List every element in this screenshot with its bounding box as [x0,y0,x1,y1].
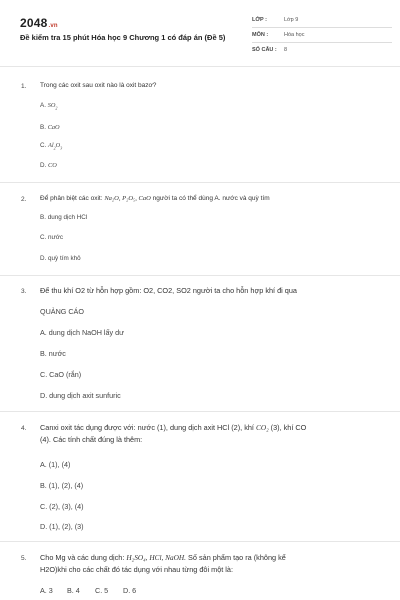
answer-option[interactable]: D. CO [40,162,57,169]
document-header [0,0,400,62]
answer-option[interactable]: B. dung dịch HCl [40,214,88,221]
divider [0,411,400,412]
question-text: Để phân biệt các oxit: Na₂O, P₂O₅, CaO người ta có thể dùng A. nước và quỳ tím [40,195,270,202]
question-number: 2. [21,196,27,203]
meta-question-count-value: 8 [284,47,288,53]
answer-option[interactable]: D. (1), (2), (3) [40,522,84,531]
answer-option[interactable]: B. nước [40,349,66,358]
document-title: Đề kiểm tra 15 phút Hóa học 9 Chương 1 có đáp án (Đề 5) [20,33,226,42]
divider [0,541,400,542]
answer-option[interactable]: B. CaO [40,124,60,131]
meta-class-value: Lớp 9 [284,17,299,23]
meta-class-label: LỚP : [252,17,267,23]
answer-option[interactable]: A. 3 [40,586,53,595]
answer-option[interactable]: C. (2), (3), (4) [40,502,84,511]
meta-subject [252,29,392,43]
answer-option[interactable]: B. 4 [67,586,80,595]
divider [0,275,400,276]
meta-question-count-label: SỐ CÂU : [252,47,277,53]
answer-option[interactable]: B. (1), (2), (4) [40,481,84,490]
answer-option[interactable]: D. quỳ tím khô [40,255,81,262]
answer-option[interactable]: C. $Al_2O_3$ [40,142,63,151]
question-text: Canxi oxit tác dụng được với: nước (1), dung dịch axit HCl (2), khí CO₂ (3), khí CO (4). Các tính chất đúng là thêm: [40,423,307,444]
question-number: 1. [21,83,27,90]
meta-class [252,14,392,28]
ad-label: QUẢNG CÁO [40,307,84,316]
question-text: Trong các oxit sau oxit nào là oxit bazơ? [40,82,157,89]
question-text: Cho Mg và các dung dịch: H₂SO₄, HCl, NaOH. Số sản phẩm tạo ra (không kể H2O)khi cho các chất đó tác dụng với nhau từng đôi một là: [40,553,286,574]
answer-option[interactable]: C. 5 [95,586,109,595]
meta-subject-value: Hóa học [284,32,305,38]
question-number: 3. [21,288,27,295]
answer-option[interactable]: C. CaO (rắn) [40,370,82,379]
answer-option[interactable]: A. (1), (4) [40,460,71,469]
answer-option[interactable]: D. dung dịch axit sunfuric [40,391,121,400]
question-number: 5. [21,555,27,562]
site-logo[interactable]: 2048.vn [20,16,58,30]
divider [0,66,400,67]
divider [0,182,400,183]
answer-option[interactable]: D. 6 [123,586,137,595]
question-number: 4. [21,425,27,432]
meta-subject-label: MÔN : [252,32,269,38]
meta-question-count [252,44,392,57]
answer-option[interactable]: C. nước [40,234,64,241]
question-text: Để thu khí O2 từ hỗn hợp gồm: O2, CO2, SO2 người ta cho hỗn hợp khí đi qua [40,286,297,295]
answer-option[interactable]: A. $SO_2$ [40,102,58,111]
answer-option[interactable]: A. dung dịch NaOH lấy dư [40,328,124,337]
